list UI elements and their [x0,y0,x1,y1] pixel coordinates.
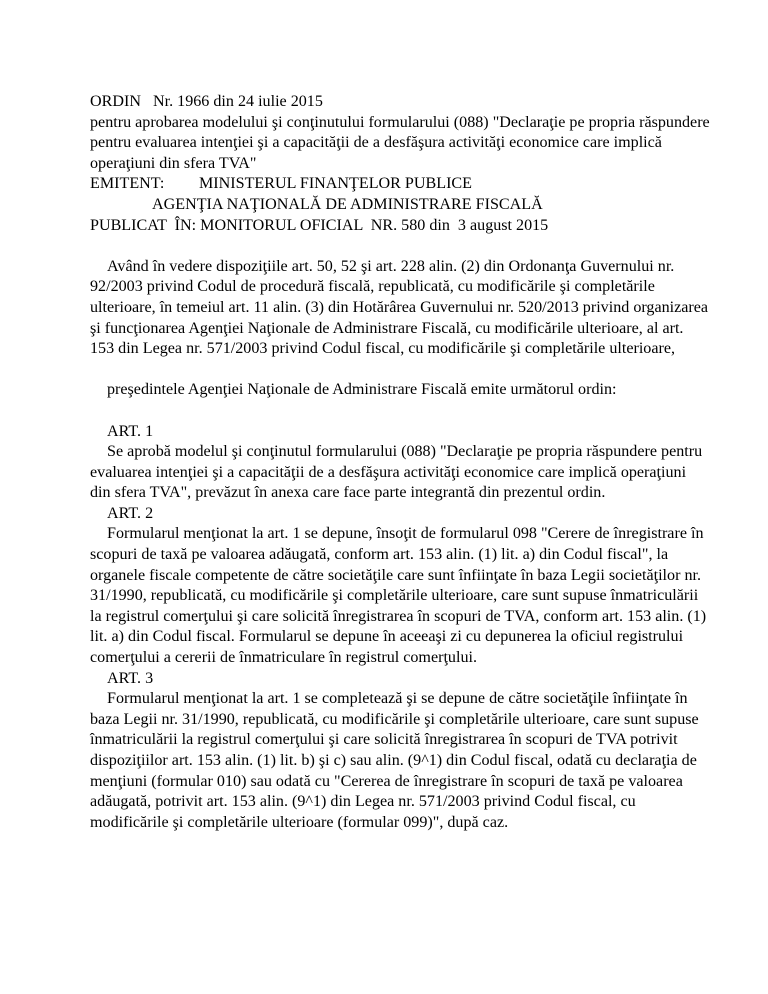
article-3-text: Formularul menţionat la art. 1 se completează şi se depune de către societăţile înfiinţate în baza Legii nr. 31/1990, republicată, cu modificările şi completările ulterioare, care sunt supuse înmatriculării la registrul comerţului şi care solicită înregistrarea în scopuri de TVA potrivit dispoziţiilor art. 153 alin. (1) lit. b) şi c) sau alin. (9^1) din Codul fiscal, odată cu declaraţia de menţiuni (formular 010) sau odată cu "Cererea de înregistrare în scopuri de taxă pe valoarea adăugată, potrivit art. 153 alin. (9^1) din Legea nr. 571/2003 privind Codul fiscal, cu modificările şi completările ulterioare (formular 099)", după caz. [90,690,699,831]
article-1-text: Se aprobă modelul şi conţinutul formularului (088) "Declaraţie pe propria răspundere pentru evaluarea intenţiei şi a capacităţii de a desfăşura activităţi economice care implică operaţiuni din sfera TVA", prevăzut în anexa care face parte integrantă din prezentul ordin. [90,443,703,502]
document-page [90,92,710,833]
preamble-paragraph: Având în vedere dispoziţiile art. 50, 52 şi art. 228 alin. (2) din Ordonanţa Guvernului nr. 92/2003 privind Codul de procedură fiscală, republicată, cu modificările şi completările ulterioare, în temeiul art. 11 alin. (3) din Hotărârea Guvernului nr. 520/2013 privind organizarea şi funcţionarea Agenţiei Naţionale de Administrare Fiscală, cu modificările ulterioare, al art. 153 din Legea nr. 571/2003 privind Codul fiscal, cu modificările şi completările ulterioare, [90,257,709,358]
spacer [90,360,710,381]
order-subtitle: pentru aprobarea modelului şi conţinutului formularului (088) "Declaraţie pe propria răspundere pentru evaluarea intenţiei şi a capacităţii de a desfăşura activităţi economice care implică operaţiuni din sfera TVA" [90,113,710,172]
enacting-clause: preşedintele Agenţiei Naţionale de Administrare Fiscală emite următorul ordin: [107,381,617,399]
issuer-label: EMITENT: [90,175,165,193]
issuer-agency: AGENŢIA NAŢIONALĂ DE ADMINISTRARE FISCALĂ [152,195,543,213]
spacer [90,236,710,257]
article-2-heading: ART. 2 [107,504,154,522]
article-3-heading: ART. 3 [107,669,154,687]
issuer-line [90,174,710,195]
article-1-heading: ART. 1 [107,422,154,440]
order-title: ORDIN Nr. 1966 din 24 iulie 2015 [90,93,323,110]
issuer-ministry: MINISTERUL FINANŢELOR PUBLICE [199,175,472,193]
publication-line: PUBLICAT ÎN: MONITORUL OFICIAL NR. 580 din 3 august 2015 [90,216,549,234]
spacer [90,401,710,422]
article-2-text: Formularul menţionat la art. 1 se depune, însoţit de formularul 098 "Cerere de înregistrare în scopuri de taxă pe valoarea adăugată, conform art. 153 alin. (1) lit. a) din Codul fiscal", la organele fiscale competente de către societăţile care sunt înfiinţate în baza Legii societăţilor nr. 31/1990, republicată, cu modificările şi completările ulterioare, care sunt supuse înmatriculării la registrul comerţului şi care solicită înregistrarea în scopuri de TVA, conform art. 153 alin. (1) lit. a) din Codul fiscal. Formularul se depune în aceeaşi zi cu depunerea la oficiul registrului comerţului a cererii de înmatriculare în registrul comerţului. [90,525,707,667]
